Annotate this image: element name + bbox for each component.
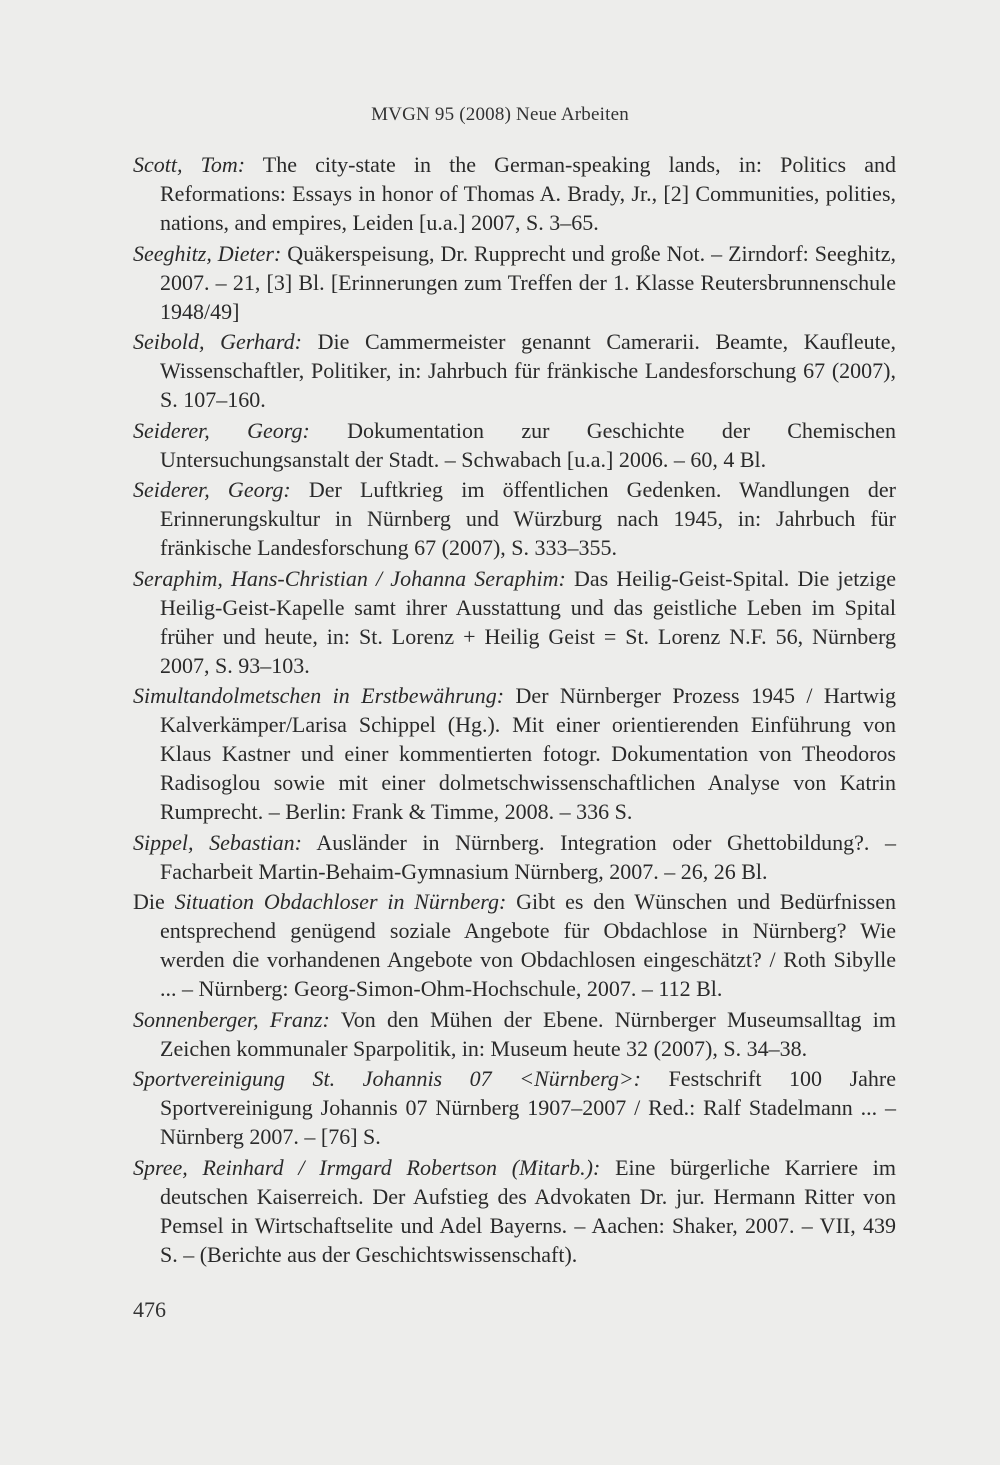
- bibliography-entry: [133, 1005, 896, 1063]
- entry-author: Situation Obdachloser in Nürnberg:: [174, 889, 507, 914]
- bibliography-entry: [133, 828, 896, 886]
- bibliography-entry: [133, 681, 896, 826]
- bibliography-list: [133, 150, 896, 1270]
- bibliography-entry: [133, 416, 896, 474]
- entry-author: Seiderer, Georg:: [133, 417, 310, 443]
- entry-text: Der Nürnberger Prozess 1945 / Hartwig Kalverkämper/Larisa Schippel (Hg.). Mit einer orientierenden Einführung von Klaus Kastner und einer kommentierten fotogr. Dokumentation von Theodoros Radisoglou sowie mit einer dolmetschwissenschaftlichen Analyse von Katrin Rumprecht. – Berlin: Frank & Timme, 2008. – 336 S.: [160, 683, 896, 824]
- entry-text: Der Luftkrieg im öffentlichen Gedenken. Wandlungen der Erinnerungskultur in Nürnberg und Würzburg nach 1945, in: Jahrbuch für fränkische Landesforschung 67 (2007), S. 333–355.: [160, 477, 896, 560]
- entry-author: Seiderer, Georg:: [133, 477, 291, 502]
- entry-author: Sippel, Sebastian:: [133, 829, 302, 855]
- bibliography-entry: [133, 475, 896, 562]
- entry-text: Von den Mühen der Ebene. Nürnberger Museumsalltag im Zeichen kommunaler Sparpolitik, in: Museum heute 32 (2007), S. 34–38.: [160, 1006, 896, 1061]
- entry-author: Seeghitz, Dieter:: [133, 240, 282, 266]
- entry-text: Die Cammermeister genannt Camerarii. Beamte, Kaufleute, Wissenschaftler, Politiker, in: Jahrbuch für fränkische Landesforschung 67 (2007), S. 107–160.: [160, 329, 896, 412]
- bibliography-entry: [133, 887, 896, 1003]
- entry-prefix: Die: [133, 889, 175, 914]
- entry-author: Spree, Reinhard / Irmgard Robertson (Mitarb.):: [133, 1154, 601, 1180]
- running-head: MVGN 95 (2008) Neue Arbeiten: [371, 104, 629, 125]
- page-number: 476: [133, 1297, 166, 1322]
- entry-author: Sonnenberger, Franz:: [133, 1006, 330, 1032]
- bibliography-entry: [133, 239, 896, 326]
- entry-author: Scott, Tom:: [133, 152, 246, 177]
- entry-author: Seraphim, Hans-Christian / Johanna Seraphim:: [133, 565, 566, 591]
- bibliography-entry: [133, 1064, 896, 1151]
- bibliography-entry: [133, 327, 896, 414]
- bibliography-entry: [133, 150, 896, 237]
- bibliography-entry: [133, 564, 896, 680]
- bibliography-entry: [133, 1153, 896, 1269]
- entry-author: Seibold, Gerhard:: [133, 329, 302, 354]
- entry-text: The city-state in the German-speaking lands, in: Politics and Reformations: Essays in honor of Thomas A. Brady, Jr., [2] Communities, polities, nations, and empires, Leiden [u.a.] 2007, S. 3–65.: [160, 152, 897, 235]
- entry-text: Gibt es den Wünschen und Bedürfnissen entsprechend genügend soziale Angebote für Obdachlose in Nürnberg? Wie werden die vorhandenen Angebote von Obdachlosen eingeschätzt? / Roth Sibylle ... – Nürnberg: Georg-Simon-Ohm-Hochschule, 2007. – 112 Bl.: [160, 889, 896, 1001]
- entry-author: Simultandolmetschen in Erstbewährung:: [133, 683, 505, 708]
- entry-text: Quäkerspeisung, Dr. Rupprecht und große Not. – Zirndorf: Seeghitz, 2007. – 21, [3] Bl. [Erinnerungen zum Treffen der 1. Klasse Reutersbrunnenschule 1948/49]: [160, 240, 896, 324]
- entry-text: Das Heilig-Geist-Spital. Die jetzige Heilig-Geist-Kapelle samt ihrer Ausstattung und das geistliche Leben im Spital früher und heute, in: St. Lorenz + Heilig Geist = St. Lorenz N.F. 56, Nürnberg 2007, S. 93–103.: [160, 565, 897, 678]
- entry-author: Sportvereinigung St. Johannis 07 <Nürnberg>:: [133, 1066, 642, 1091]
- entry-text: Dokumentation zur Geschichte der Chemischen Untersuchungsanstalt der Stadt. – Schwabach [u.a.] 2006. – 60, 4 Bl.: [160, 417, 896, 472]
- entry-text: Festschrift 100 Jahre Sportvereinigung Johannis 07 Nürnberg 1907–2007 / Red.: Ralf Stadelmann ... – Nürnberg 2007. – [76] S.: [160, 1066, 896, 1149]
- entry-text: Eine bürgerliche Karriere im deutschen Kaiserreich. Der Aufstieg des Advokaten Dr. jur. Hermann Ritter von Pemsel in Wirtschaftselite und Adel Bayerns. – Aachen: Shaker, 2007. – VII, 439 S. – (Berichte aus der Geschichtswissenschaft).: [160, 1154, 896, 1267]
- entry-text: Ausländer in Nürnberg. Integration oder Ghettobildung?. – Facharbeit Martin-Behaim-Gymnasium Nürnberg, 2007. – 26, 26 Bl.: [160, 829, 896, 884]
